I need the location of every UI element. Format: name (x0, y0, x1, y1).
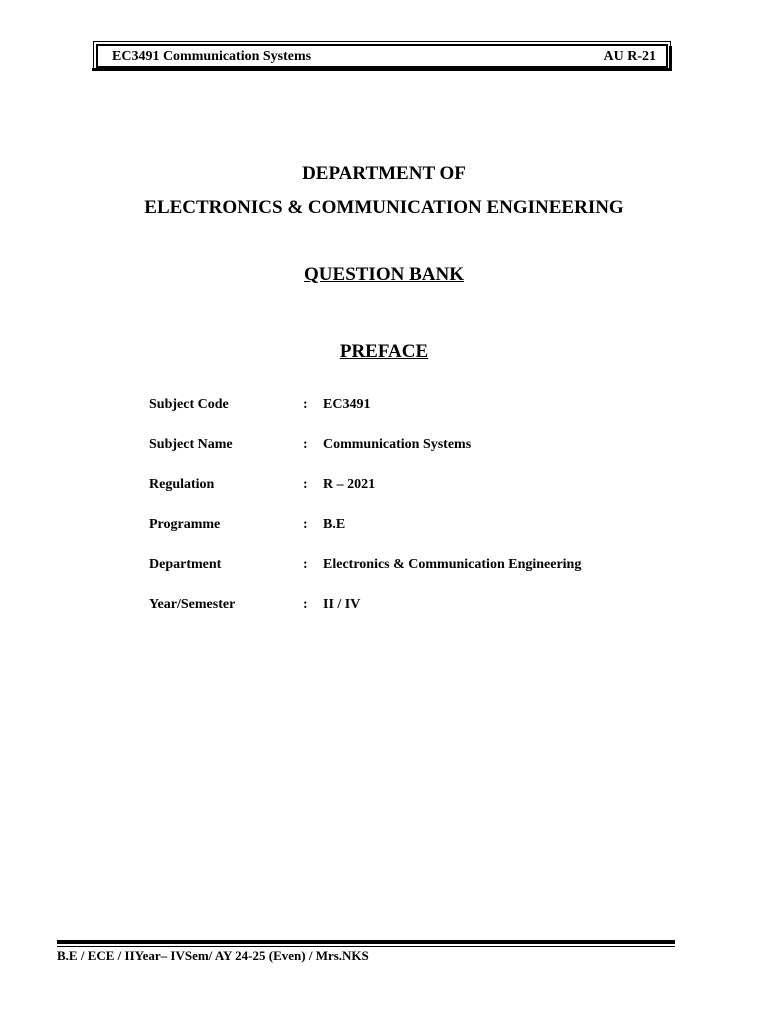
question-bank-title: QUESTION BANK (304, 264, 464, 285)
detail-row-year-semester (149, 597, 709, 617)
detail-row-regulation (149, 477, 709, 497)
page-header (96, 44, 668, 68)
detail-value: Electronics & Communication Engineering (323, 557, 582, 572)
footer-divider (57, 940, 675, 944)
department-heading: DEPARTMENT OF (302, 163, 466, 184)
detail-row-subject-code (149, 397, 709, 417)
detail-colon: : (303, 437, 308, 452)
detail-label: Year/Semester (149, 597, 236, 612)
detail-colon: : (303, 557, 308, 572)
detail-row-subject-name (149, 437, 709, 457)
header-regulation: AU R-21 (603, 49, 656, 64)
detail-value: II / IV (323, 597, 361, 612)
detail-row-department (149, 557, 709, 577)
detail-colon: : (303, 397, 308, 412)
footer-text: B.E / ECE / IIYear– IVSem/ AY 24-25 (Even) / Mrs.NKS (57, 948, 369, 963)
department-name: ELECTRONICS & COMMUNICATION ENGINEERING (144, 197, 624, 218)
detail-label: Subject Code (149, 397, 229, 412)
detail-colon: : (303, 517, 308, 532)
detail-value: B.E (323, 517, 346, 532)
detail-value: EC3491 (323, 397, 371, 412)
footer-divider-thin (57, 946, 675, 947)
detail-value: R – 2021 (323, 477, 376, 492)
detail-colon: : (303, 597, 308, 612)
detail-label: Regulation (149, 477, 215, 492)
detail-colon: : (303, 477, 308, 492)
detail-label: Subject Name (149, 437, 233, 452)
detail-row-programme (149, 517, 709, 537)
detail-label: Programme (149, 517, 221, 532)
detail-label: Department (149, 557, 222, 572)
preface-title: PREFACE (339, 341, 429, 362)
header-course-title: EC3491 Communication Systems (112, 49, 312, 64)
detail-value: Communication Systems (323, 437, 472, 452)
